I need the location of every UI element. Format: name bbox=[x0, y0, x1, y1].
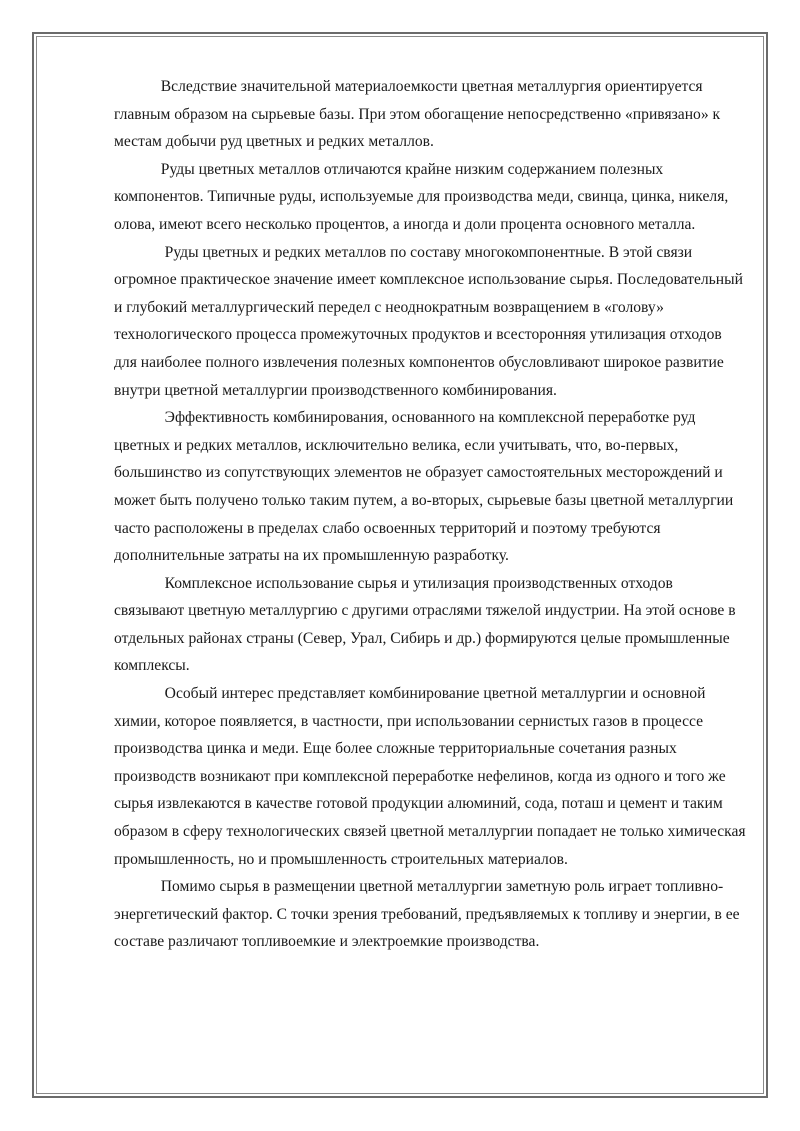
paragraph-raw-material-orientation: Вследствие значительной материалоемкости цветная металлургия ориентируется главным образом на сырьевые базы. При этом обогащение непосредственно «привязано» к местам добычи руд цветных и редких металлов. bbox=[114, 78, 721, 151]
paragraph-fuel-energy-factor: Помимо сырья в размещении цветной металлургии заметную роль играет топливно-энергетический фактор. С точки зрения требований, предъявляемых к топливу и энергии, в ее составе различают топливоемкие и электроемкие производства. bbox=[114, 878, 740, 951]
paragraph-combining-efficiency: Эффективность комбинирования, основанного на комплексной переработке руд цветных и редких металлов, исключительно велика, если учитывать, что, во-первых, большинство из сопутствующих элементов не образует самостоятельных месторождений и может быть получено только таким путем, а во-вторых, сырьевые базы цветной металлургии часто расположены в пределах слабо освоенных территорий и поэтому требуются дополнительные затраты на их промышленную разработку. bbox=[114, 409, 734, 565]
paragraph-multicomponent-ores: Руды цветных и редких металлов по составу многокомпонентные. В этой связи огромное практическое значение имеет комплексное использование сырья. Последовательный и глубокий металлургический передел с неоднократным возвращением в «голову» технологического процесса промежуточных продуктов и всесторонняя утилизация отходов для наиболее полного извлечения полезных компонентов обусловливают широкое развитие внутри цветной металлургии производственного комбинирования. bbox=[114, 243, 743, 399]
paragraph-industrial-complexes: Комплексное использование сырья и утилизация производственных отходов связывают цветную металлургию с другими отраслями тяжелой индустрии. На этой основе в отдельных районах страны (Север, Урал, Сибирь и др.) формируются целые промышленные комплексы. bbox=[114, 574, 736, 675]
document-body bbox=[114, 73, 746, 956]
paragraph-chemistry-combining: Особый интерес представляет комбинирование цветной металлургии и основной химии, которое появляется, в частности, при использовании сернистых газов в процессе производства цинка и меди. Еще более сложные территориальные сочетания разных производств возникают при комплексной переработке нефелинов, когда из одного и того же сырья извлекаются в качестве готовой продукции алюминий, сода, поташ и цемент и таким образом в сферу технологических связей цветной металлургии попадает не только химическая промышленность, но и промышленность строительных материалов. bbox=[114, 685, 746, 868]
paragraph-low-content-ores: Руды цветных металлов отличаются крайне низким содержанием полезных компонентов. Типичные руды, используемые для производства меди, свинца, цинка, никеля, олова, имеют всего несколько процентов, а иногда и доли процента основного металла. bbox=[114, 160, 729, 233]
